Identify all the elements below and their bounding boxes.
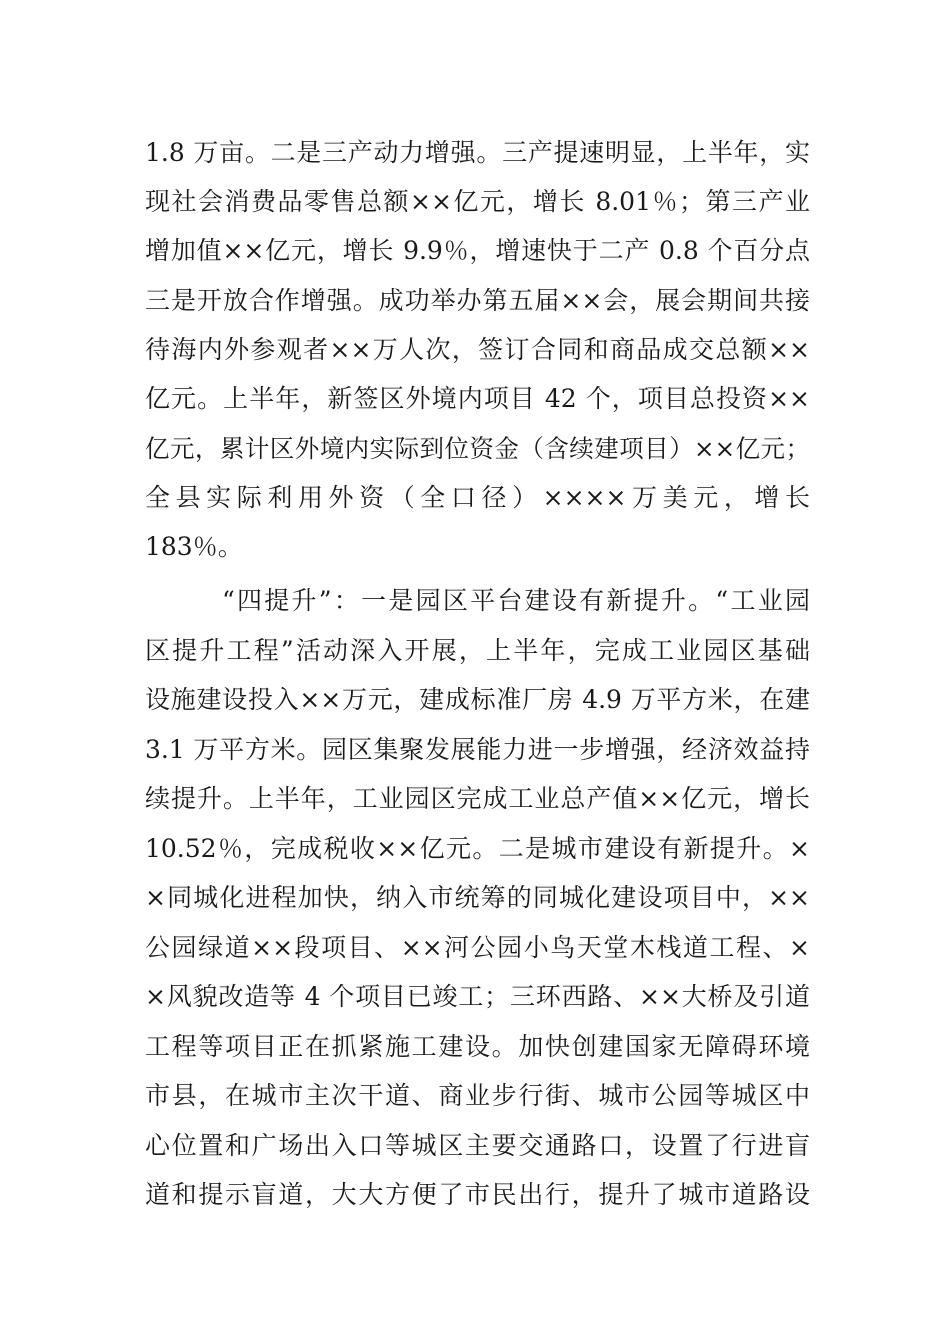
- text-line-3: 增加值××亿元，增长 9.9％，增速快于二产 0.8 个百分点: [145, 236, 810, 265]
- text-line-8: 全县实际利用外资（全口径）××××万美元，增长: [145, 483, 810, 512]
- text-line-14: 续提升。上半年，工业园区完成工业总产值××亿元，增长: [145, 784, 810, 813]
- text-line-11: 区提升工程”活动深入开展，上半年，完成工业园区基础: [145, 636, 810, 665]
- text-line-7: 亿元，累计区外境内实际到位资金（含续建项目）××亿元；: [145, 434, 810, 463]
- text-line-13: 3.1 万平方米。园区集聚发展能力进一步增强，经济效益持: [145, 735, 810, 764]
- text-line-17: 公园绿道××段项目、××河公园小鸟天堂木栈道工程、×: [145, 933, 810, 962]
- text-line-18: ×风貌改造等 4 个项目已竣工；三环西路、××大桥及引道: [145, 982, 810, 1011]
- text-line-9: 183％。: [145, 532, 243, 561]
- text-line-20: 市县，在城市主次干道、商业步行街、城市公园等城区中: [145, 1081, 810, 1110]
- text-line-15: 10.52％，完成税收××亿元。二是城市建设有新提升。×: [145, 834, 810, 863]
- text-line-12: 设施建设投入××万元，建成标准厂房 4.9 万平方米，在建: [145, 685, 810, 714]
- text-line-6: 亿元。上半年，新签区外境内项目 42 个，项目总投资××: [145, 384, 810, 413]
- text-line-16: ×同城化进程加快，纳入市统筹的同城化建设项目中，××: [145, 883, 810, 912]
- text-line-1: 1.8 万亩。二是三产动力增强。三产提速明显，上半年，实: [145, 138, 810, 167]
- text-line-22: 道和提示盲道，大大方便了市民出行，提升了城市道路设: [145, 1180, 810, 1209]
- text-line-21: 心位置和广场出入口等城区主要交通路口，设置了行进盲: [145, 1131, 810, 1160]
- paragraph-indent-line: “四提升”：一是园区平台建设有新提升。“工业园: [222, 586, 810, 615]
- text-line-5: 待海内外参观者××万人次，签订合同和商品成交总额××: [145, 335, 810, 364]
- text-line-2: 现社会消费品零售总额××亿元，增长 8.01％；第三产业: [145, 187, 810, 216]
- text-line-4: 三是开放合作增强。成功举办第五届××会，展会期间共接: [145, 286, 810, 315]
- text-line-19: 工程等项目正在抓紧施工建设。加快创建国家无障碍环境: [145, 1032, 810, 1061]
